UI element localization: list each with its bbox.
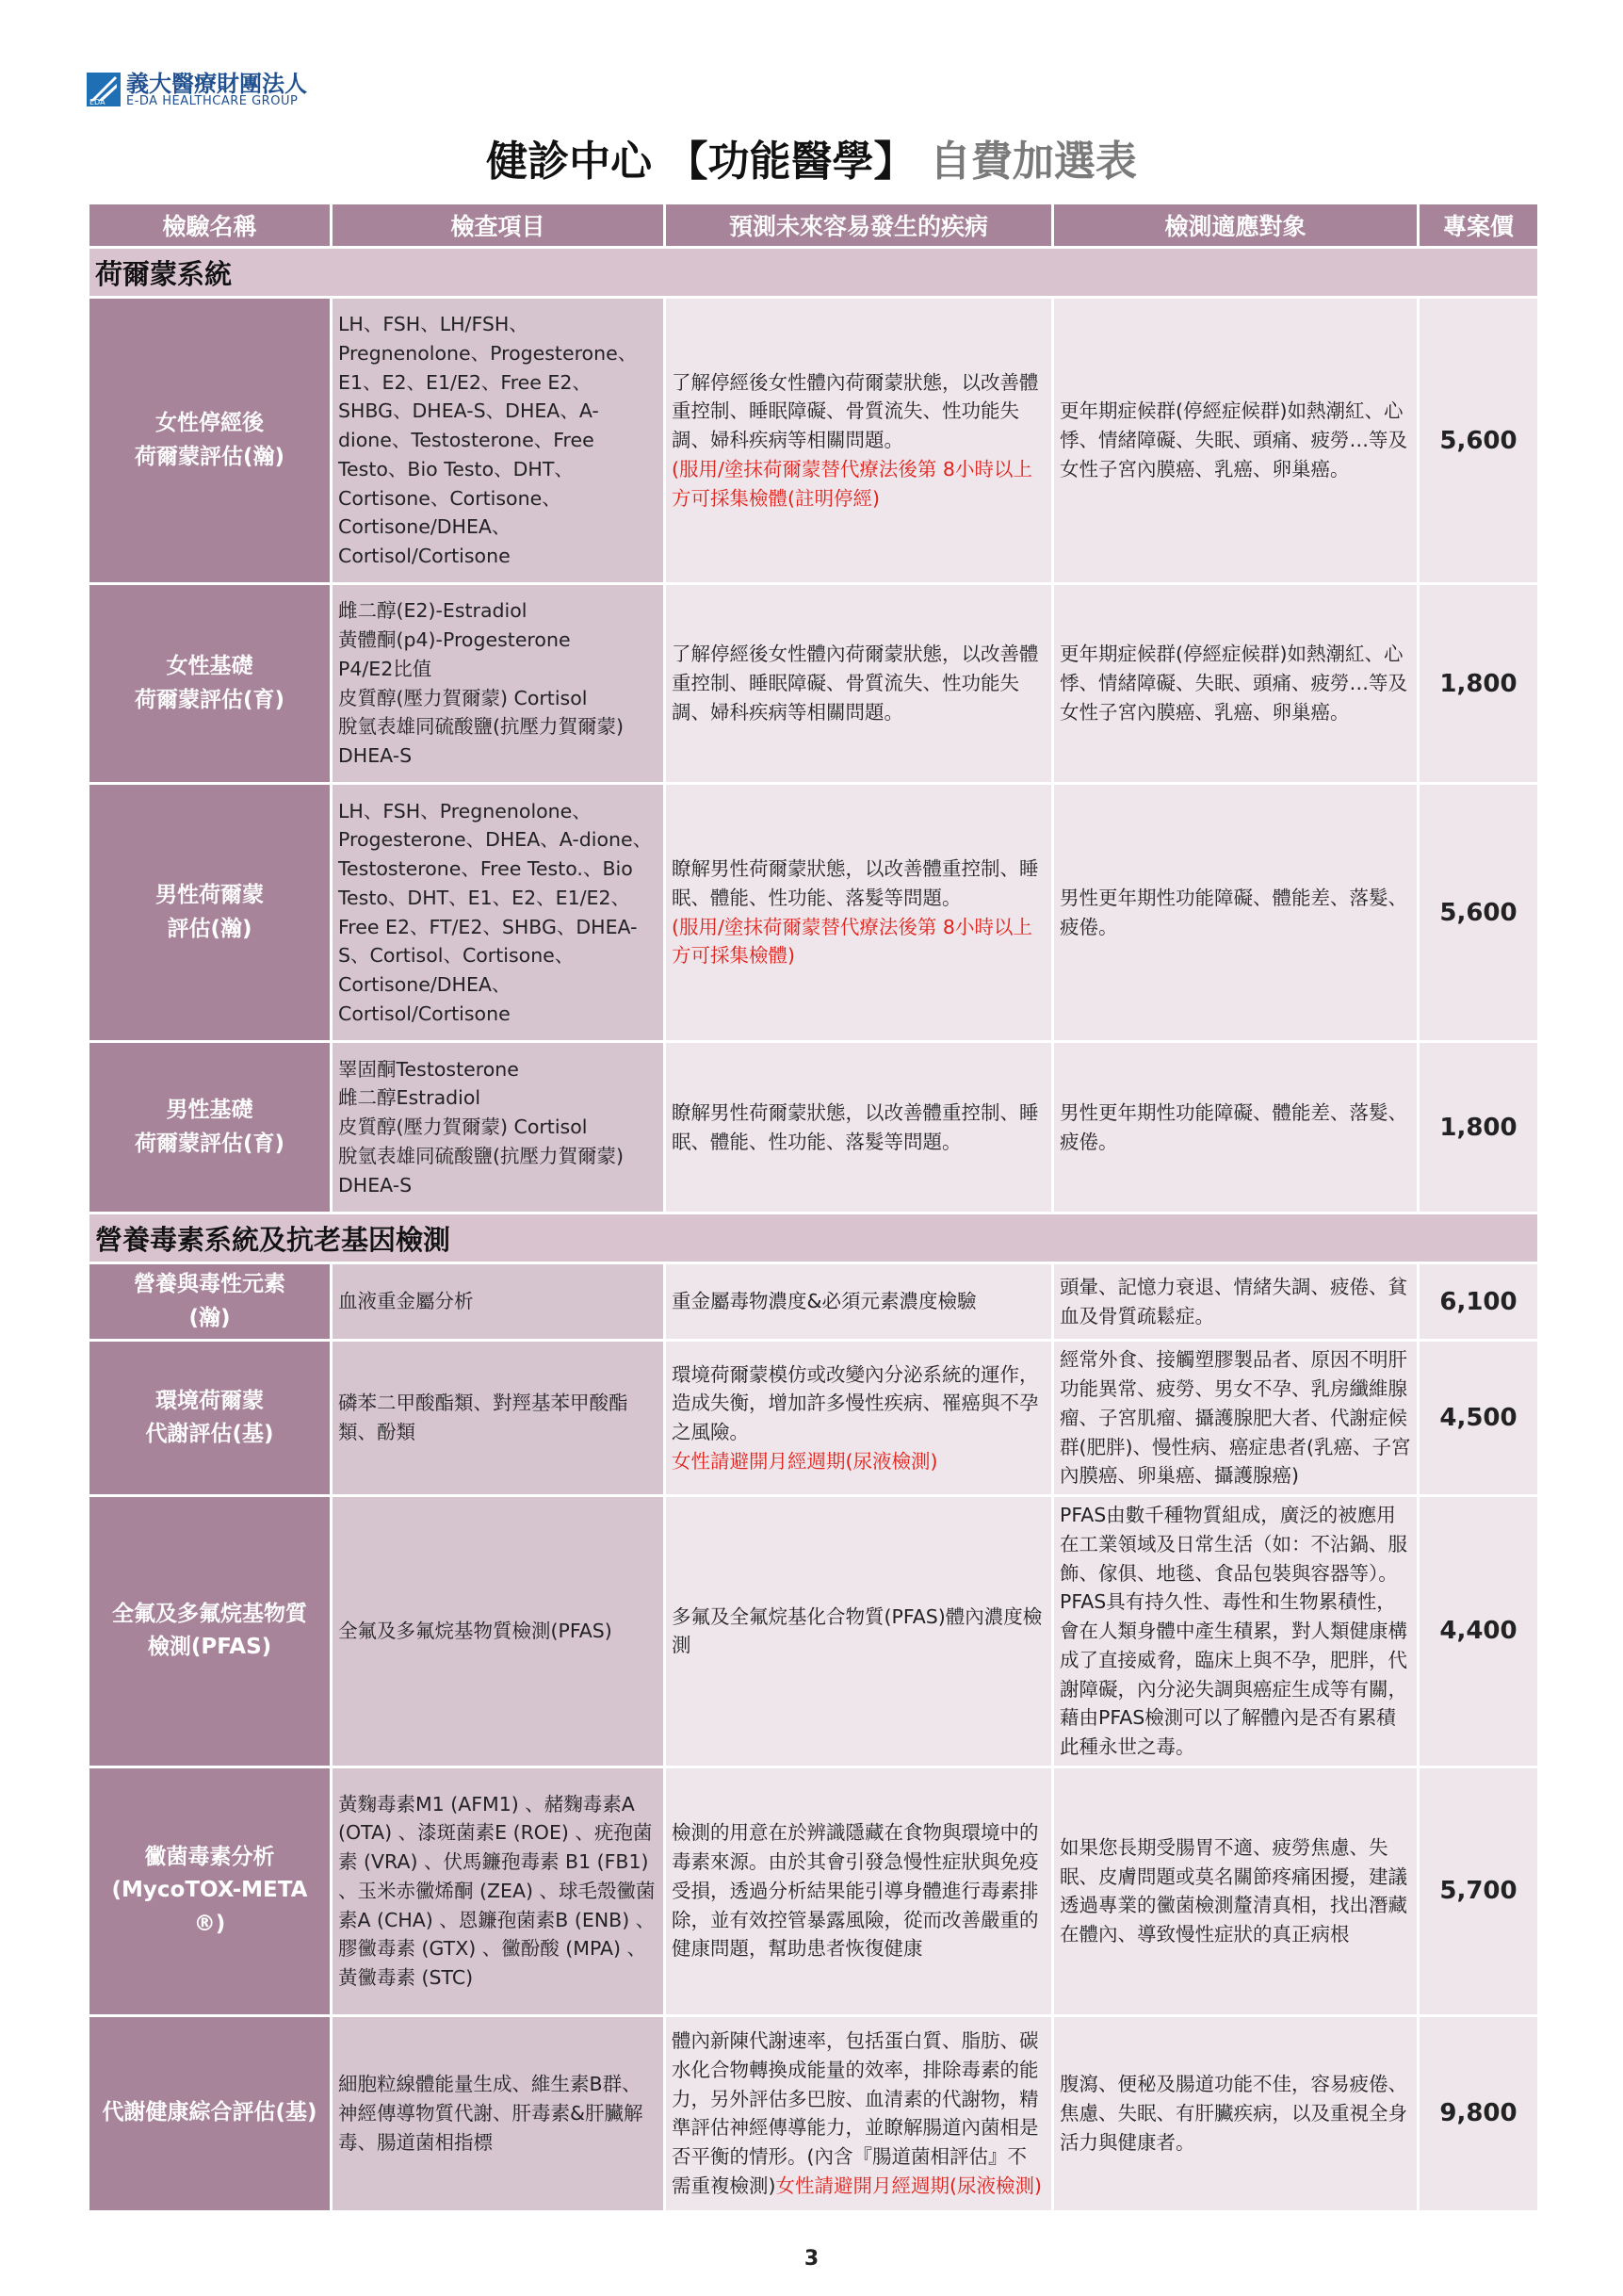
predicted-diseases: 了解停經後女性體內荷爾蒙狀態，以改善體重控制、睡眠障礙、骨質流失、性功能失調、婦科疾病等相關問題。 (665, 584, 1053, 784)
test-name: 女性停經後 荷爾蒙評估(瀚) (89, 298, 332, 584)
test-items: 血液重金屬分析 (332, 1263, 665, 1341)
logo-mark-text: EDA (89, 98, 105, 107)
test-items: 細胞粒線體能量生成、維生素B群、神經傳導物質代謝、肝毒素&肝臟解毒、腸道菌相指標 (332, 2015, 665, 2211)
target-group: 如果您長期受腸胃不適、疲勞焦慮、失眠、皮膚問題或莫名關節疼痛困擾，建議透過專業的黴菌檢測釐清真相，找出潛藏在體內、導致慢性症狀的真正病根 (1053, 1767, 1419, 2015)
test-items: 磷苯二甲酸酯類、對羥基苯甲酸酯類、酚類 (332, 1341, 665, 1496)
eda-logo-icon (87, 73, 121, 106)
test-items: 睪固酮Testosterone 雌二醇Estradiol 皮質醇(壓力賀爾蒙) Cortisol 脫氫表雄同硫酸鹽(抗壓力賀爾蒙) DHEA-S (332, 1042, 665, 1213)
test-items: LH、FSH、Pregnenolone、Progesterone、DHEA、A-dione、Testosterone、Free Testo.、Bio Testo、DHT、E1、E2、E1/E2、Free E2、FT/E2、SHBG、DHEA-S、Cortisol、Cortisone、Cortisone/DHEA、Cortisol/Cortisone (332, 784, 665, 1042)
test-name: 男性基礎 荷爾蒙評估(育) (89, 1042, 332, 1213)
logo (87, 72, 307, 108)
test-items: 黃麴毒素M1 (AFM1) 、赭麴毒素A (OTA) 、漆斑菌素E (ROE) 、疣孢菌素 (VRA) 、伏馬鐮孢毒素 B1 (FB1) 、玉米赤黴烯酮 (ZEA) 、球毛殼黴菌素A (CHA) 、恩鐮孢菌素B (ENB) 、膠黴毒素 (GTX) 、黴酚酸 (MPA) 、黃黴毒素 (STC) (332, 1767, 665, 2015)
target-group: 更年期症候群(停經症候群)如熱潮紅、心悸、情緒障礙、失眠、頭痛、疲勞…等及女性子宮內膜癌、乳癌、卵巢癌。 (1053, 298, 1419, 584)
price: 6,100 (1419, 1263, 1539, 1341)
predicted-diseases (665, 1341, 1053, 1496)
disease-note: (服用/塗抹荷爾蒙替代療法後第 8小時以上方可採集檢體(註明停經) (672, 457, 1032, 510)
target-group: 頭暈、記憶力衰退、情緒失調、疲倦、貧血及骨質疏鬆症。 (1053, 1263, 1419, 1341)
predicted-diseases (665, 298, 1053, 584)
page-title (0, 127, 1623, 187)
test-name: 代謝健康綜合評估(基) (89, 2015, 332, 2211)
table-row (89, 1263, 1539, 1341)
target-group: 男性更年期性功能障礙、體能差、落髮、疲倦。 (1053, 784, 1419, 1042)
disease-text: 了解停經後女性體內荷爾蒙狀態，以改善體重控制、睡眠障礙、骨質流失、性功能失調、婦科疾病等相關問題。 (672, 370, 1039, 452)
header-test-items: 檢查項目 (332, 204, 665, 248)
target-group: 經常外食、接觸塑膠製品者、原因不明肝功能異常、疲勞、男女不孕、乳房纖維腺瘤、子宮肌瘤、攝護腺肥大者、代謝症候群(肥胖)、慢性病、癌症患者(乳癌、子宮內膜癌、卵巢癌、攝護腺癌) (1053, 1341, 1419, 1496)
test-items: 全氟及多氟烷基物質檢測(PFAS) (332, 1496, 665, 1767)
test-name: 營養與毒性元素 (瀚) (89, 1263, 332, 1341)
price: 5,600 (1419, 784, 1539, 1042)
table-row (89, 2015, 1539, 2211)
header-predicted-diseases: 預測未來容易發生的疾病 (665, 204, 1053, 248)
target-group: PFAS由數千種物質組成，廣泛的被應用在工業領域及日常生活（如：不沾鍋、服飾、傢俱、地毯、食品包裝與容器等）。PFAS具有持久性、毒性和生物累積性，會在人類身體中產生積累，對人類健康構成了直接威脅，臨床上與不孕，肥胖，代謝障礙，內分泌失調與癌症生成等有關，藉由PFAS檢測可以了解體內是否有累積此種永世之毒。 (1053, 1496, 1419, 1767)
disease-text: 環境荷爾蒙模仿或改變內分泌系統的運作，造成失衡，增加許多慢性疾病、罹癌與不孕之風險。 (672, 1362, 1039, 1444)
header-target-group: 檢測適應對象 (1053, 204, 1419, 248)
disease-text: 瞭解男性荷爾蒙狀態，以改善體重控制、睡眠、體能、性功能、落髮等問題。 (672, 857, 1039, 909)
section-title: 營養毒素系統及抗老基因檢測 (89, 1213, 1539, 1263)
section-row (89, 1213, 1539, 1263)
test-name: 全氟及多氟烷基物質 檢測(PFAS) (89, 1496, 332, 1767)
price: 4,400 (1419, 1496, 1539, 1767)
predicted-diseases: 瞭解男性荷爾蒙狀態，以改善體重控制、睡眠、體能、性功能、落髮等問題。 (665, 1042, 1053, 1213)
table-row (89, 584, 1539, 784)
title-main: 健診中心 【功能醫學】 (486, 138, 916, 186)
price: 1,800 (1419, 584, 1539, 784)
table-row (89, 1341, 1539, 1496)
test-name: 女性基礎 荷爾蒙評估(育) (89, 584, 332, 784)
table-row (89, 1767, 1539, 2015)
table-row (89, 298, 1539, 584)
header-test-name: 檢驗名稱 (89, 204, 332, 248)
predicted-diseases (665, 2015, 1053, 2211)
page-number: 3 (803, 2247, 820, 2271)
target-group: 男性更年期性功能障礙、體能差、落髮、疲倦。 (1053, 1042, 1419, 1213)
title-suffix: 自費加選表 (929, 138, 1137, 186)
predicted-diseases: 重金屬毒物濃度&必須元素濃度檢驗 (665, 1263, 1053, 1341)
disease-note: 女性請避開月經週期(尿液檢測) (775, 2174, 1042, 2197)
test-items: LH、FSH、LH/FSH、Pregnenolone、Progesterone、E1、E2、E1/E2、Free E2、SHBG、DHEA-S、DHEA、A-dione、Testosterone、Free Testo、Bio Testo、DHT、Cortisone、Cortisone、Cortisone/DHEA、Cortisol/Cortisone (332, 298, 665, 584)
table-row (89, 784, 1539, 1042)
test-name: 黴菌毒素分析 (MycoTOX-META ®) (89, 1767, 332, 2015)
predicted-diseases: 檢測的用意在於辨識隱藏在食物與環境中的毒素來源。由於其會引發急慢性症狀與免疫受損，透過分析結果能引導身體進行毒素排除，並有效控管暴露風險，從而改善嚴重的健康問題，幫助患者恢復健康 (665, 1767, 1053, 2015)
target-group: 更年期症候群(停經症候群)如熱潮紅、心悸、情緒障礙、失眠、頭痛、疲勞…等及女性子宮內膜癌、乳癌、卵巢癌。 (1053, 584, 1419, 784)
table-row (89, 1042, 1539, 1213)
test-items: 雌二醇(E2)-Estradiol 黃體酮(p4)-Progesterone P4/E2比值 皮質醇(壓力賀爾蒙) Cortisol 脫氫表雄同硫酸鹽(抗壓力賀爾蒙) DHEA-S (332, 584, 665, 784)
disease-note: 女性請避開月經週期(尿液檢測) (672, 1449, 938, 1473)
price-table (87, 202, 1540, 2213)
section-row (89, 248, 1539, 298)
section-title: 荷爾蒙系統 (89, 248, 1539, 298)
price: 1,800 (1419, 1042, 1539, 1213)
disease-note: (服用/塗抹荷爾蒙替代療法後第 8小時以上方可採集檢體) (672, 915, 1032, 968)
test-name: 環境荷爾蒙 代謝評估(基) (89, 1341, 332, 1496)
logo-english-name: E-DA HEALTHCARE GROUP (126, 94, 299, 109)
price: 4,500 (1419, 1341, 1539, 1496)
predicted-diseases: 多氟及全氟烷基化合物質(PFAS)體內濃度檢測 (665, 1496, 1053, 1767)
price: 5,600 (1419, 298, 1539, 584)
test-name: 男性荷爾蒙 評估(瀚) (89, 784, 332, 1042)
table-header-row (89, 204, 1539, 248)
price: 9,800 (1419, 2015, 1539, 2211)
logo-chinese-name: 義大醫療財團法人 (126, 70, 307, 97)
disease-text: 體內新陳代謝速率，包括蛋白質、脂肪、碳水化合物轉換成能量的效率，排除毒素的能力，另外評估多巴胺、血清素的代謝物，精準評估神經傳導能力，並瞭解腸道內菌相是否平衡的情形。(內含『腸道菌相評估』不需重複檢測) (672, 2029, 1039, 2197)
target-group: 腹瀉、便秘及腸道功能不佳，容易疲倦、焦慮、失眠、有肝臟疾病，以及重視全身活力與健康者。 (1053, 2015, 1419, 2211)
predicted-diseases (665, 784, 1053, 1042)
price: 5,700 (1419, 1767, 1539, 2015)
table-row (89, 1496, 1539, 1767)
header-price: 專案價 (1419, 204, 1539, 248)
